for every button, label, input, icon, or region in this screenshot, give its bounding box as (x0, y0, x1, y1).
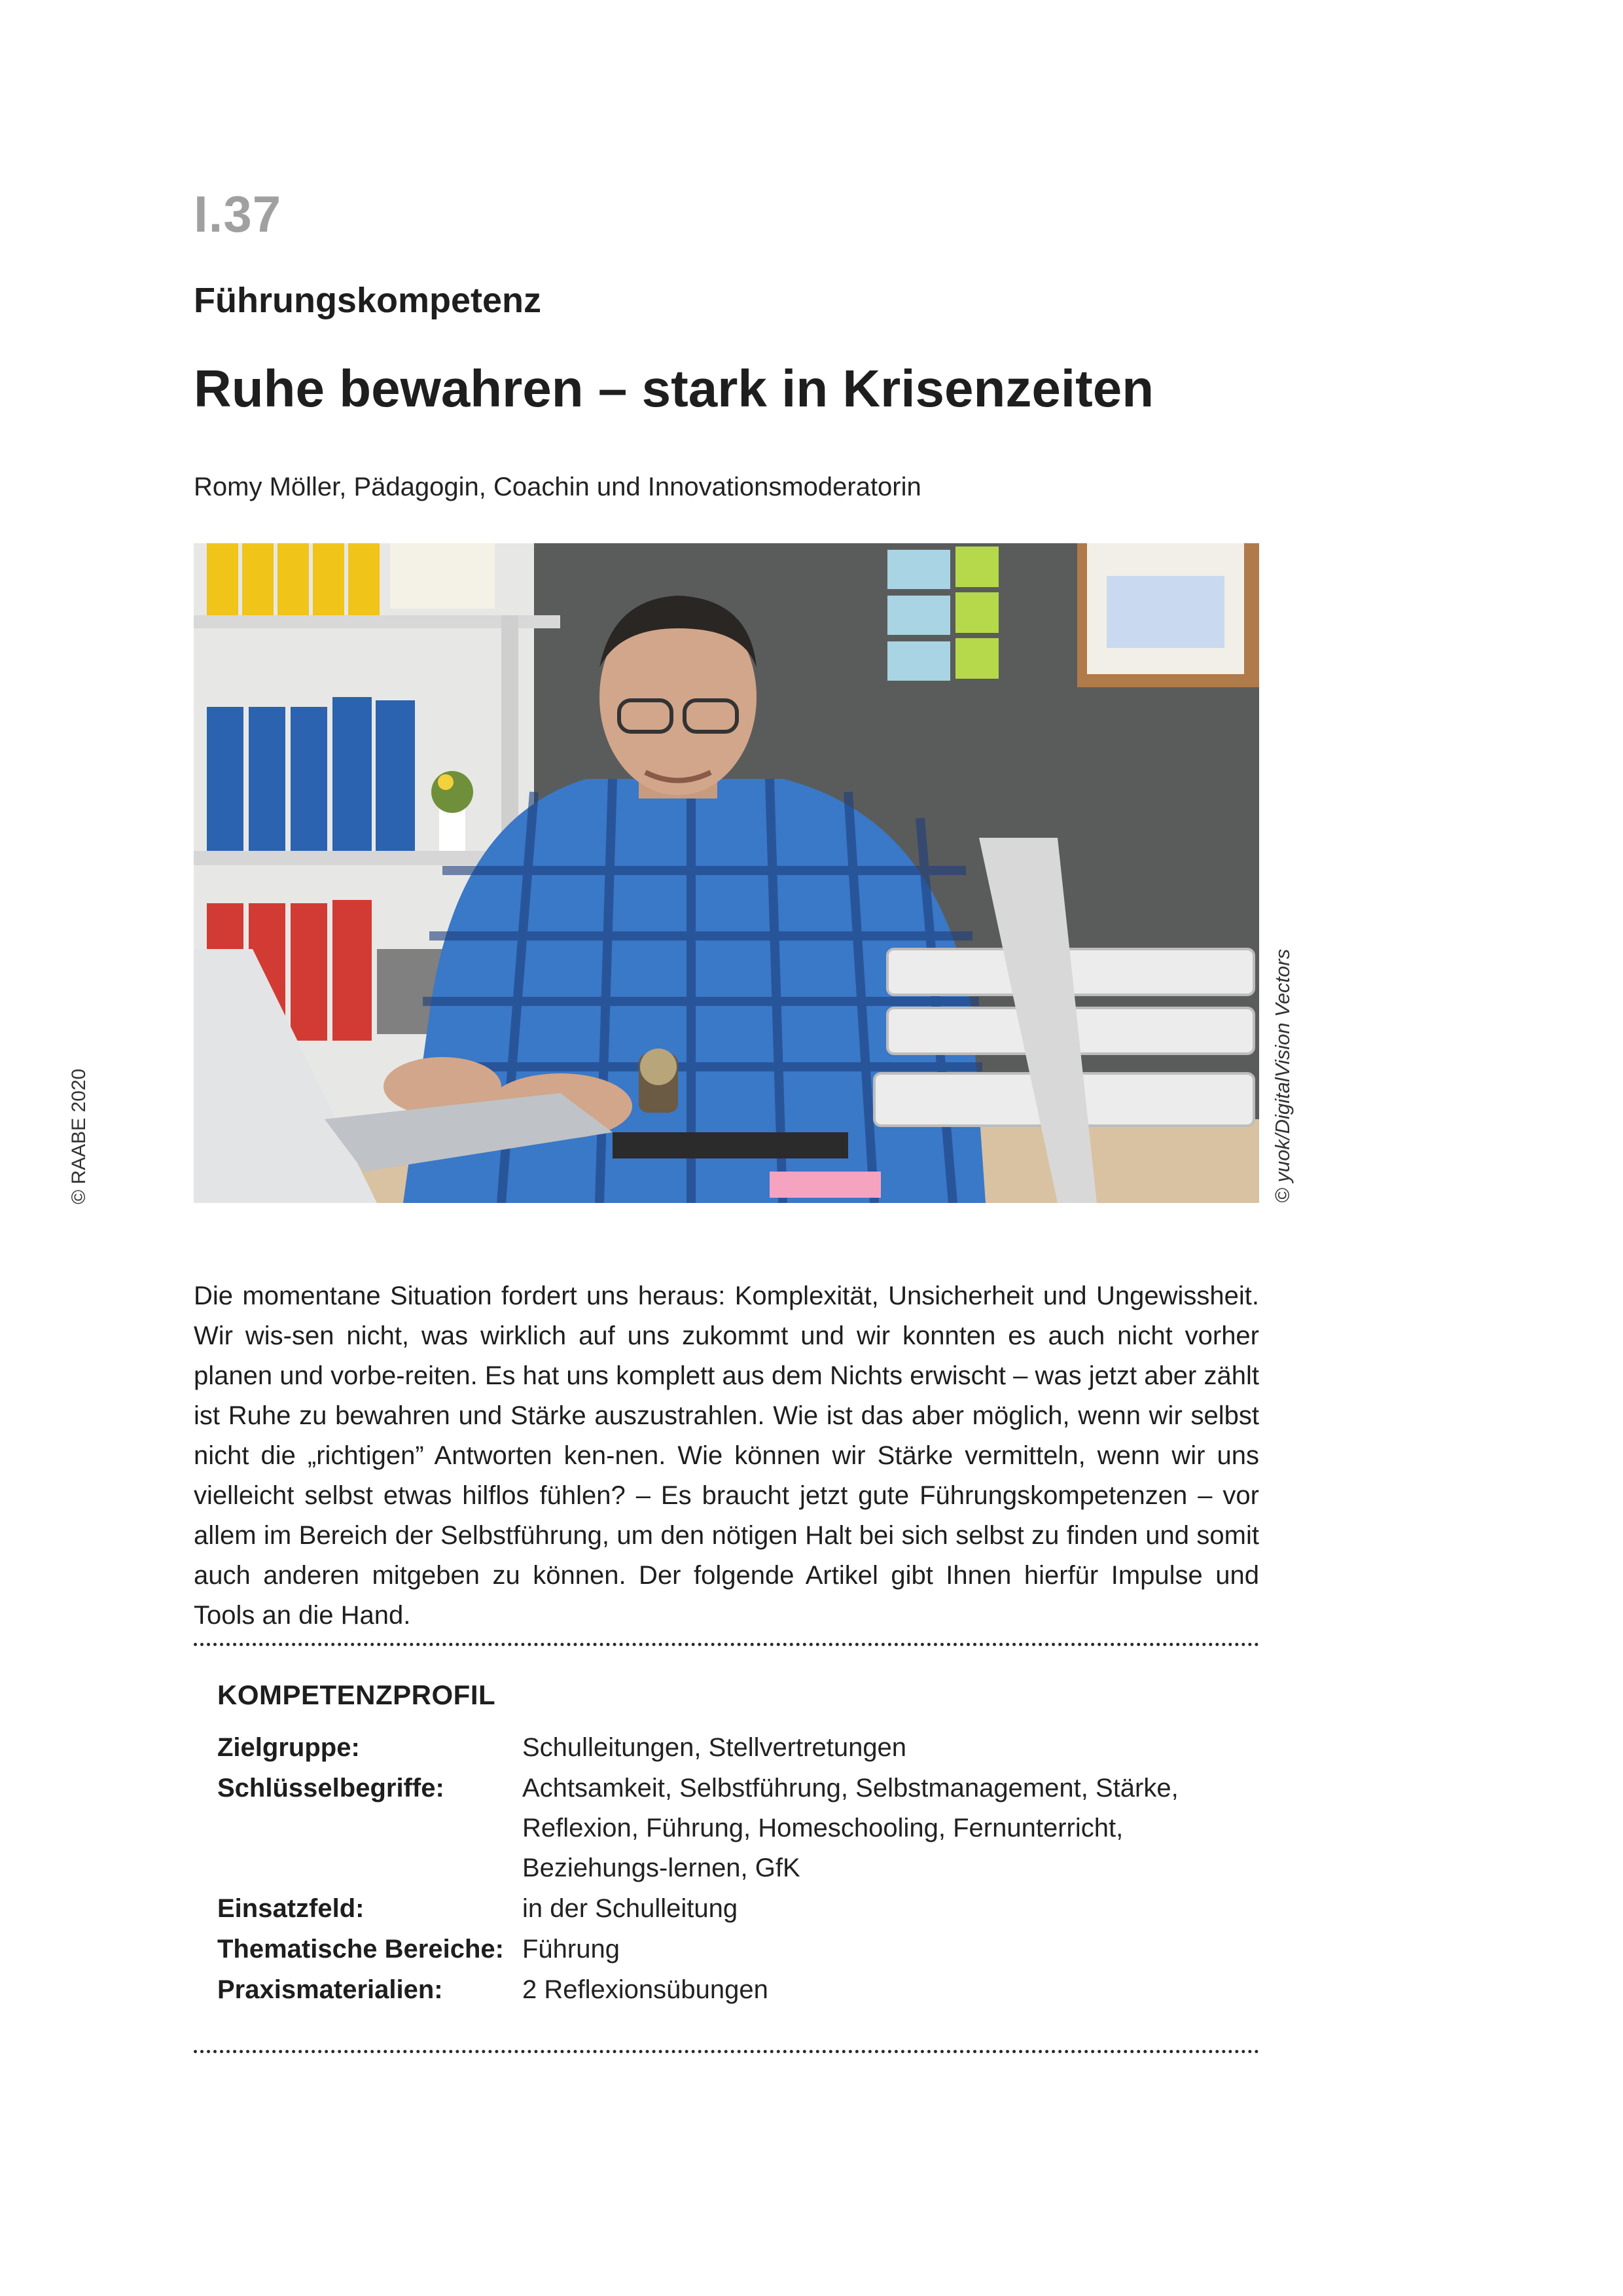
intro-paragraph: Die momentane Situation fordert uns heraus: Komplexität, Unsicherheit und Ungewissheit. Wir wis-sen nicht, was wirklich auf uns zukommt und wir konnten es auch nicht vorher planen und vorbe-reiten. Es hat uns komplett aus dem Nichts erwischt – was jetzt aber zählt ist Ruhe zu bewahren und Stärke auszustrahlen. Wie ist das aber möglich, wenn wir selbst nicht die „richtigen” Antworten ken-nen. Wie können wir Stärke vermitteln, wenn wir uns vielleicht selbst etwas hilflos fühlen? – Es braucht jetzt gute Führungskompetenzen – vor allem im Bereich der Selbstführung, um den nötigen Halt bei sich selbst zu finden und somit auch anderen mitgeben zu können. Der folgende Artikel gibt Ihnen hierfür Impulse und Tools an die Hand. (194, 1282, 1259, 1630)
profile-value-thematische-bereiche: Führung (522, 1935, 620, 1964)
profile-value-praxismaterialien: 2 Reflexionsübungen (522, 1975, 768, 2004)
article-photo (194, 543, 1259, 1203)
profile-label-einsatzfeld: Einsatzfeld: (217, 1894, 365, 1923)
author-line: Romy Möller, Pädagogin, Coachin und Innovationsmoderatorin (194, 473, 921, 501)
profile-heading: KOMPETENZPROFIL (217, 1679, 496, 1710)
divider-bottom (194, 2050, 1259, 2053)
profile-value-einsatzfeld: in der Schulleitung (522, 1894, 738, 1923)
side-copyright: © RAABE 2020 (68, 1068, 90, 1204)
profile-label-schluesselbegriffe: Schlüsselbegriffe: (217, 1774, 444, 1803)
profile-value-zielgruppe: Schulleitungen, Stellvertretungen (522, 1733, 907, 1762)
section-number: I.37 (194, 185, 282, 243)
profile-label-praxismaterialien: Praxismaterialien: (217, 1975, 443, 2004)
page-title: Ruhe bewahren – stark in Krisenzeiten (194, 359, 1154, 418)
profile-value-schluesselbegriffe: Achtsamkeit, Selbstführung, Selbstmanagement, Stärke, Reflexion, Führung, Homeschooling, Fernunterricht, Beziehungs-lernen, GfK (522, 1774, 1179, 1882)
divider-top (194, 1643, 1259, 1646)
category-heading: Führungskompetenz (194, 281, 542, 320)
profile-label-thematische-bereiche: Thematische Bereiche: (217, 1935, 504, 1964)
profile-label-zielgruppe: Zielgruppe: (217, 1733, 360, 1762)
photo-credit: © yuok/DigitalVision Vectors (1271, 948, 1294, 1203)
